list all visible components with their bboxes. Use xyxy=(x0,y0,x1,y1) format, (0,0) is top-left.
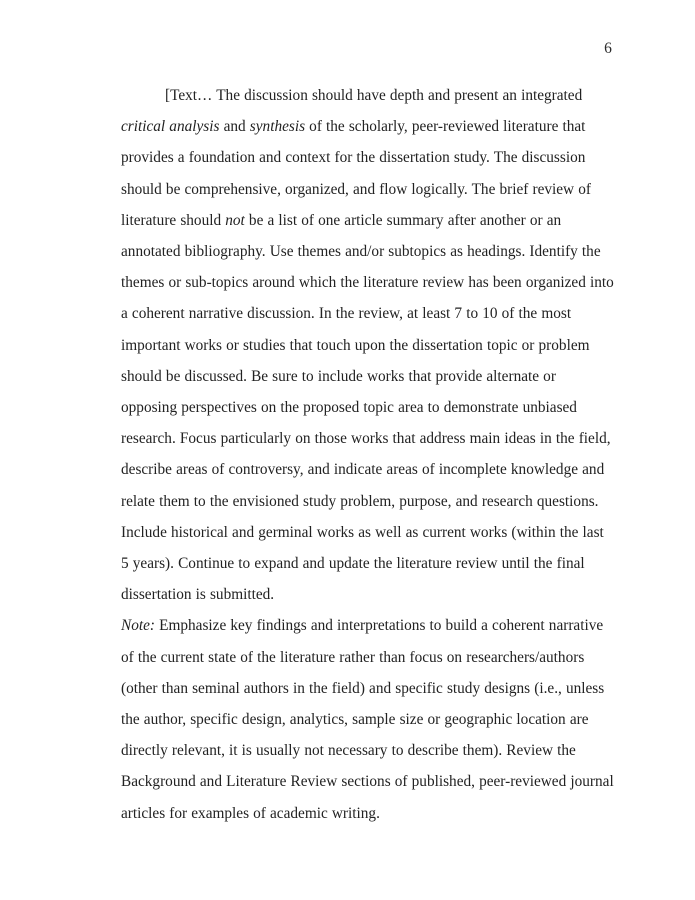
text-run: be a list of one article summary after another or an annotated bibliography. Use themes and/or subtopics as headings. Identify the themes or sub-topics around which the literature review has been organized into a coherent narrative discussion. In the review, at least 7 to 10 of the most important works or studies that touch upon the dissertation topic or problem should be discussed. Be sure to include works that provide alternate or opposing perspectives on the proposed topic area to demonstrate unbiased research. Focus particularly on those works that address main ideas in the field, describe areas of controversy, and indicate areas of incomplete knowledge and relate them to the envisioned study problem, purpose, and research questions. Include historical and germinal works as well as current works (within the last 5 years). Continue to expand and update the literature review until the final dissertation is submitted. xyxy=(121,211,614,604)
note-paragraph xyxy=(121,610,614,828)
text-run: [Text… The discussion should have depth and present an integrated xyxy=(165,87,583,104)
emphasized-text: critical analysis xyxy=(121,118,220,136)
text-run: Emphasize key findings and interpretations to build a coherent narrative of the current state of the literature rather than focus on researchers/authors (other than seminal authors in the field) and specific study designs (i.e., unless the author, specific design, analytics, sample size or geographic location are directly relevant, it is usually not necessary to describe them). Review the Background and Literature Review sections of published, peer-reviewed journal articles for examples of academic writing. xyxy=(121,617,614,822)
document-body xyxy=(121,80,614,829)
body-paragraph xyxy=(121,80,614,610)
emphasized-text: Note: xyxy=(121,617,155,635)
emphasized-text: synthesis xyxy=(249,118,306,136)
emphasized-text: not xyxy=(225,211,245,229)
page-number: 6 xyxy=(604,40,612,57)
text-run: of the scholarly, peer-reviewed literature that provides a foundation and context for the dissertation study. The discussion should be comprehensive, organized, and flow logically. The brief review of literature should xyxy=(121,118,591,229)
text-run: and xyxy=(219,118,250,136)
